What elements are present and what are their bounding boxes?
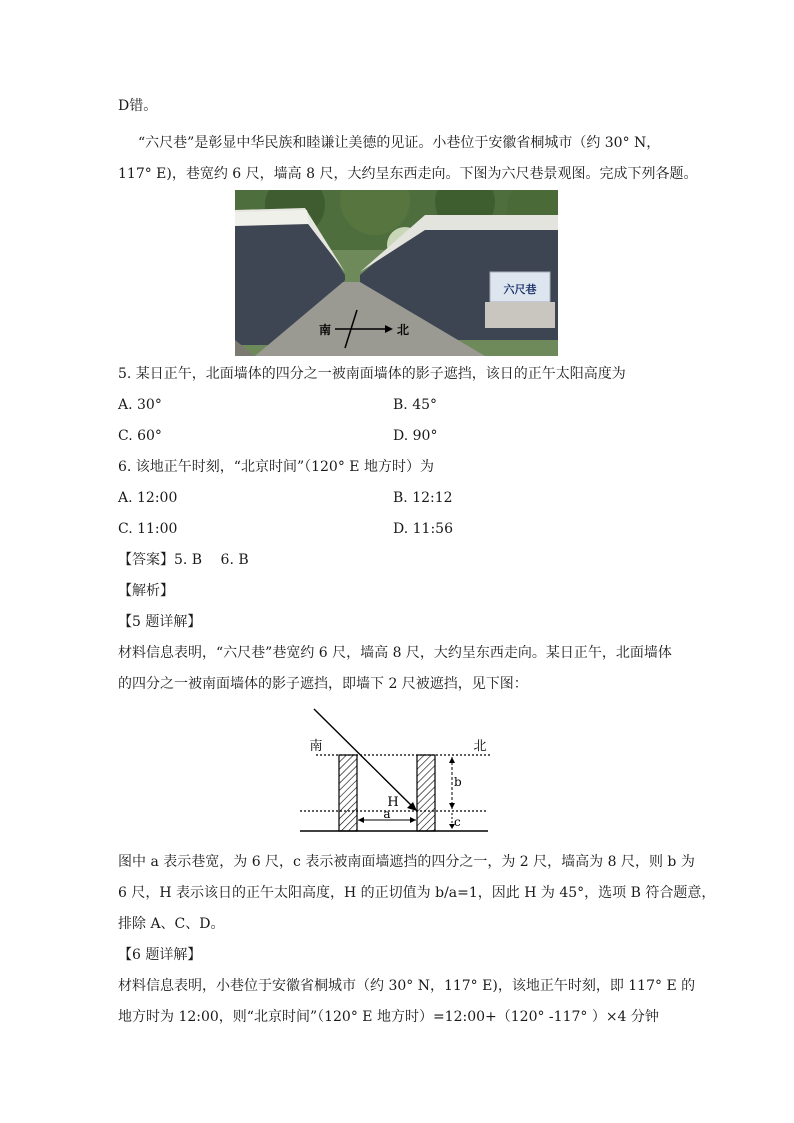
q5-option-c: C. 60° <box>118 428 162 444</box>
diagram-c-label: c <box>454 815 461 829</box>
q6-option-a: A. 12:00 <box>118 490 178 506</box>
text-line: 地方时为 12:00，则“北京时间”（120° E 地方时）=12:00+（120° -117° ）×4 分钟 <box>118 1009 659 1025</box>
text-line: 材料信息表明，小巷位于安徽省桐城市（约 30° N，117° E)，该地正午时刻，即 117° E 的 <box>118 978 696 994</box>
diagram-north-label: 北 <box>473 739 487 754</box>
text-line: 的四分之一被南面墙体的影子遮挡，即墙下 2 尺被遮挡，见下图： <box>118 676 528 692</box>
q6-option-d: D. 11:56 <box>393 521 453 537</box>
diagram-b-label: b <box>454 775 462 789</box>
photo-sign-text: 六尺巷 <box>503 283 537 296</box>
q5-option-d: D. 90° <box>393 428 438 444</box>
photo-north-label: 北 <box>396 323 410 337</box>
q5-option-a: A. 30° <box>118 397 162 413</box>
q6-option-b: B. 12:12 <box>393 490 453 506</box>
text-line: “六尺巷”是彰显中华民族和睦谦让美德的见证。小巷位于安徽省桐城市（约 30° N， <box>138 135 661 151</box>
text-line: 117° E)，巷宽约 6 尺，墙高 8 尺，大约呈东西走向。下图为六尺巷景观图。完成下列各题。 <box>118 166 698 182</box>
photo-south-label: 南 <box>318 323 332 337</box>
text-line: 6 尺，H 表示该日的正午太阳高度，H 的正切值为 b/a=1，因此 H 为 45°，选项 B 符合题意， <box>118 885 716 901</box>
text-line: D错。 <box>118 98 158 114</box>
diagram-south-label: 南 <box>309 739 323 754</box>
question-5: 5. 某日正午，北面墙体的四分之一被南面墙体的影子遮挡，该日的正午太阳高度为 <box>118 366 626 382</box>
diagram-H-label: H <box>387 795 399 810</box>
answer-line: 【答案】5. B 6. B <box>118 552 249 568</box>
analysis-heading: 【解析】 <box>118 583 174 599</box>
text-line: 排除 A、C、D。 <box>118 916 225 932</box>
q5-option-b: B. 45° <box>393 397 438 413</box>
q6-option-c: C. 11:00 <box>118 521 178 537</box>
shadow-diagram <box>296 706 496 836</box>
question-6: 6. 该地正午时刻，“北京时间”（120° E 地方时）为 <box>118 459 434 475</box>
detail-5-heading: 【5 题详解】 <box>118 614 202 630</box>
detail-6-heading: 【6 题详解】 <box>118 947 202 963</box>
alley-photo <box>235 190 558 356</box>
text-line: 材料信息表明，“六尺巷”巷宽约 6 尺，墙高 8 尺，大约呈东西走向。某日正午，北面墙体 <box>118 645 672 661</box>
text-line: 图中 a 表示巷宽，为 6 尺，c 表示被南面墙遮挡的四分之一，为 2 尺，墙高为 8 尺，则 b 为 <box>118 854 695 870</box>
diagram-a-label: a <box>383 807 391 821</box>
